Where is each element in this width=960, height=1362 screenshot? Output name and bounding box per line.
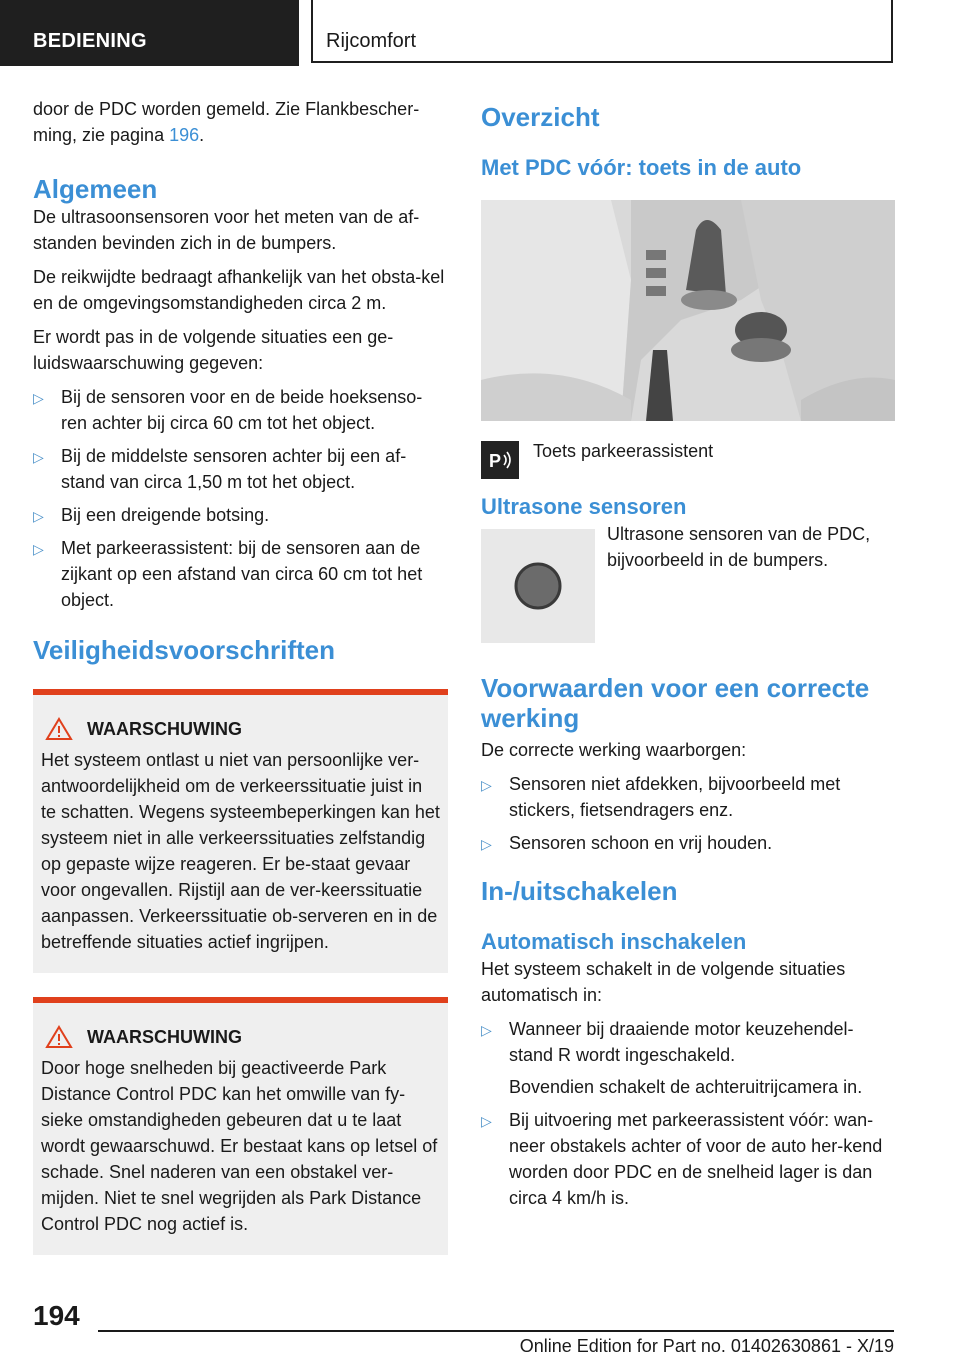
warning-box-2: [33, 997, 448, 1255]
warning-triangle-icon: [45, 717, 73, 741]
auto-intro: Het systeem schakelt in de volgende situaties automatisch in:: [481, 959, 846, 1005]
list-item: ▷ Met parkeerassistent: bij de sensoren aan de zijkant op een afstand van circa 60 cm tot het object.: [33, 538, 423, 610]
warning-title: WAARSCHUWING: [87, 718, 242, 739]
list-item: ▷ Bij de middelste sensoren achter bij een af-stand van circa 1,50 m tot het object.: [33, 446, 407, 492]
algemeen-paragraph-2: De reikwijdte bedraagt afhankelijk van het obsta-kel en de omgevingsomstandigheden circa 2 m.: [33, 267, 445, 313]
park-assist-icon: [481, 441, 519, 479]
warning-triangle-icon: [45, 1025, 73, 1049]
triangle-bullet-icon: ▷: [33, 449, 44, 465]
warning-box-1: [33, 689, 448, 973]
list-item: ▷ Bij uitvoering met parkeerassistent vóór: wan-neer obstakels achter of voor de auto her-kend worden door PDC en de snelheid lager is dan circa 4 km/h is.: [481, 1110, 883, 1208]
chapter-header: [311, 0, 893, 63]
triangle-bullet-icon: ▷: [481, 1022, 492, 1038]
situations-list: [33, 384, 448, 613]
heading-automatisch-inschakelen: Automatisch inschakelen: [481, 929, 747, 954]
left-column: [33, 96, 448, 1255]
sensor-row: [481, 524, 895, 643]
button-caption-row: [481, 441, 895, 479]
list-item: ▷ Sensoren niet afdekken, bijvoorbeeld met stickers, fietsendragers enz.: [481, 774, 841, 820]
triangle-bullet-icon: ▷: [481, 1113, 492, 1129]
list-item: ▷ Bij een dreigende botsing.: [33, 502, 448, 528]
voorwaarden-intro: De correcte werking waarborgen:: [481, 740, 747, 760]
svg-text:P: P: [489, 451, 502, 471]
triangle-bullet-icon: ▷: [33, 541, 44, 557]
algemeen-paragraph-1: De ultrasoonsensoren voor het meten van de af-standen bevinden zich in de bumpers.: [33, 207, 420, 253]
voorwaarden-list: [481, 771, 895, 856]
list-item: ▷ Sensoren schoon en vrij houden.: [481, 830, 895, 856]
auto-list: [481, 1016, 895, 1211]
warning-text: Het systeem ontlast u niet van persoonlijke ver-antwoordelijkheid om de verkeerssituatie juist in te schatten. Wegens systeembeperkingen kan het systeem niet in alle verkeerssituaties zelfstandig op gepaste wijze reageren. Er be-staat gevaar voor ongevallen. Rijstijl aan de ver-keerssituatie aanpassen. Verkeerssituatie ob-serveren en in de betreffende situaties actief ingrijpen.: [41, 750, 440, 952]
intro-paragraph: door de PDC worden gemeld. Zie Flankbescher-ming, zie pagina 196.: [33, 99, 420, 145]
triangle-bullet-icon: ▷: [33, 390, 44, 406]
heading-overzicht: Overzicht: [481, 102, 600, 132]
center-console-image: [481, 200, 895, 421]
heading-pdc-button: Met PDC vóór: toets in de auto: [481, 155, 802, 180]
heading-veiligheidsvoorschriften: Veiligheidsvoorschriften: [33, 635, 335, 665]
heading-algemeen: Algemeen: [33, 174, 158, 204]
page-link[interactable]: 196: [169, 125, 200, 145]
section-header: [0, 0, 299, 66]
heading-ultrasone-sensoren: Ultrasone sensoren: [481, 494, 687, 519]
triangle-bullet-icon: ▷: [33, 508, 44, 524]
warning-text: Door hoge snelheden bij geactiveerde Park Distance Control PDC kan het omwille van fy-sieke omstandigheden gebeuren dat u te laat wordt gewaarschuwd. Er bestaat kans op letsel of schade. Snel naderen van een obstakel ver-mijden. Niet te snel wegrijden als Park Distance Control PDC nog actief is.: [41, 1058, 438, 1234]
page-number: 194: [33, 1300, 80, 1331]
warning-title: WAARSCHUWING: [87, 1026, 242, 1047]
list-item: ▷ Wanneer bij draaiende motor keuzehendel-stand R wordt ingeschakeld. Bovendien schakelt de achteruitrijcamera in.: [481, 1019, 863, 1097]
footer-divider: [98, 1330, 894, 1332]
heading-voorwaarden: Voorwaarden voor een correcte werking: [481, 673, 870, 733]
triangle-bullet-icon: ▷: [481, 777, 492, 793]
section-title: BEDIENING: [33, 30, 147, 52]
list-item: ▷ Bij de sensoren voor en de beide hoeksenso-ren achter bij circa 60 cm tot het object.: [33, 387, 423, 433]
sensor-image: [481, 529, 595, 643]
chapter-title: Rijcomfort: [326, 30, 417, 52]
right-column: [481, 96, 895, 1218]
algemeen-paragraph-3: Er wordt pas in de volgende situaties een ge-luidswaarschuwing gegeven:: [33, 327, 394, 373]
edition-text: Online Edition for Part no. 01402630861 - X/19: [519, 1336, 894, 1356]
heading-in-uitschakelen: In-/uitschakelen: [481, 876, 678, 906]
triangle-bullet-icon: ▷: [481, 836, 492, 852]
button-caption: Toets parkeerassistent: [533, 441, 714, 461]
sensor-text: Ultrasone sensoren van de PDC, bijvoorbeeld in de bumpers.: [607, 524, 871, 570]
